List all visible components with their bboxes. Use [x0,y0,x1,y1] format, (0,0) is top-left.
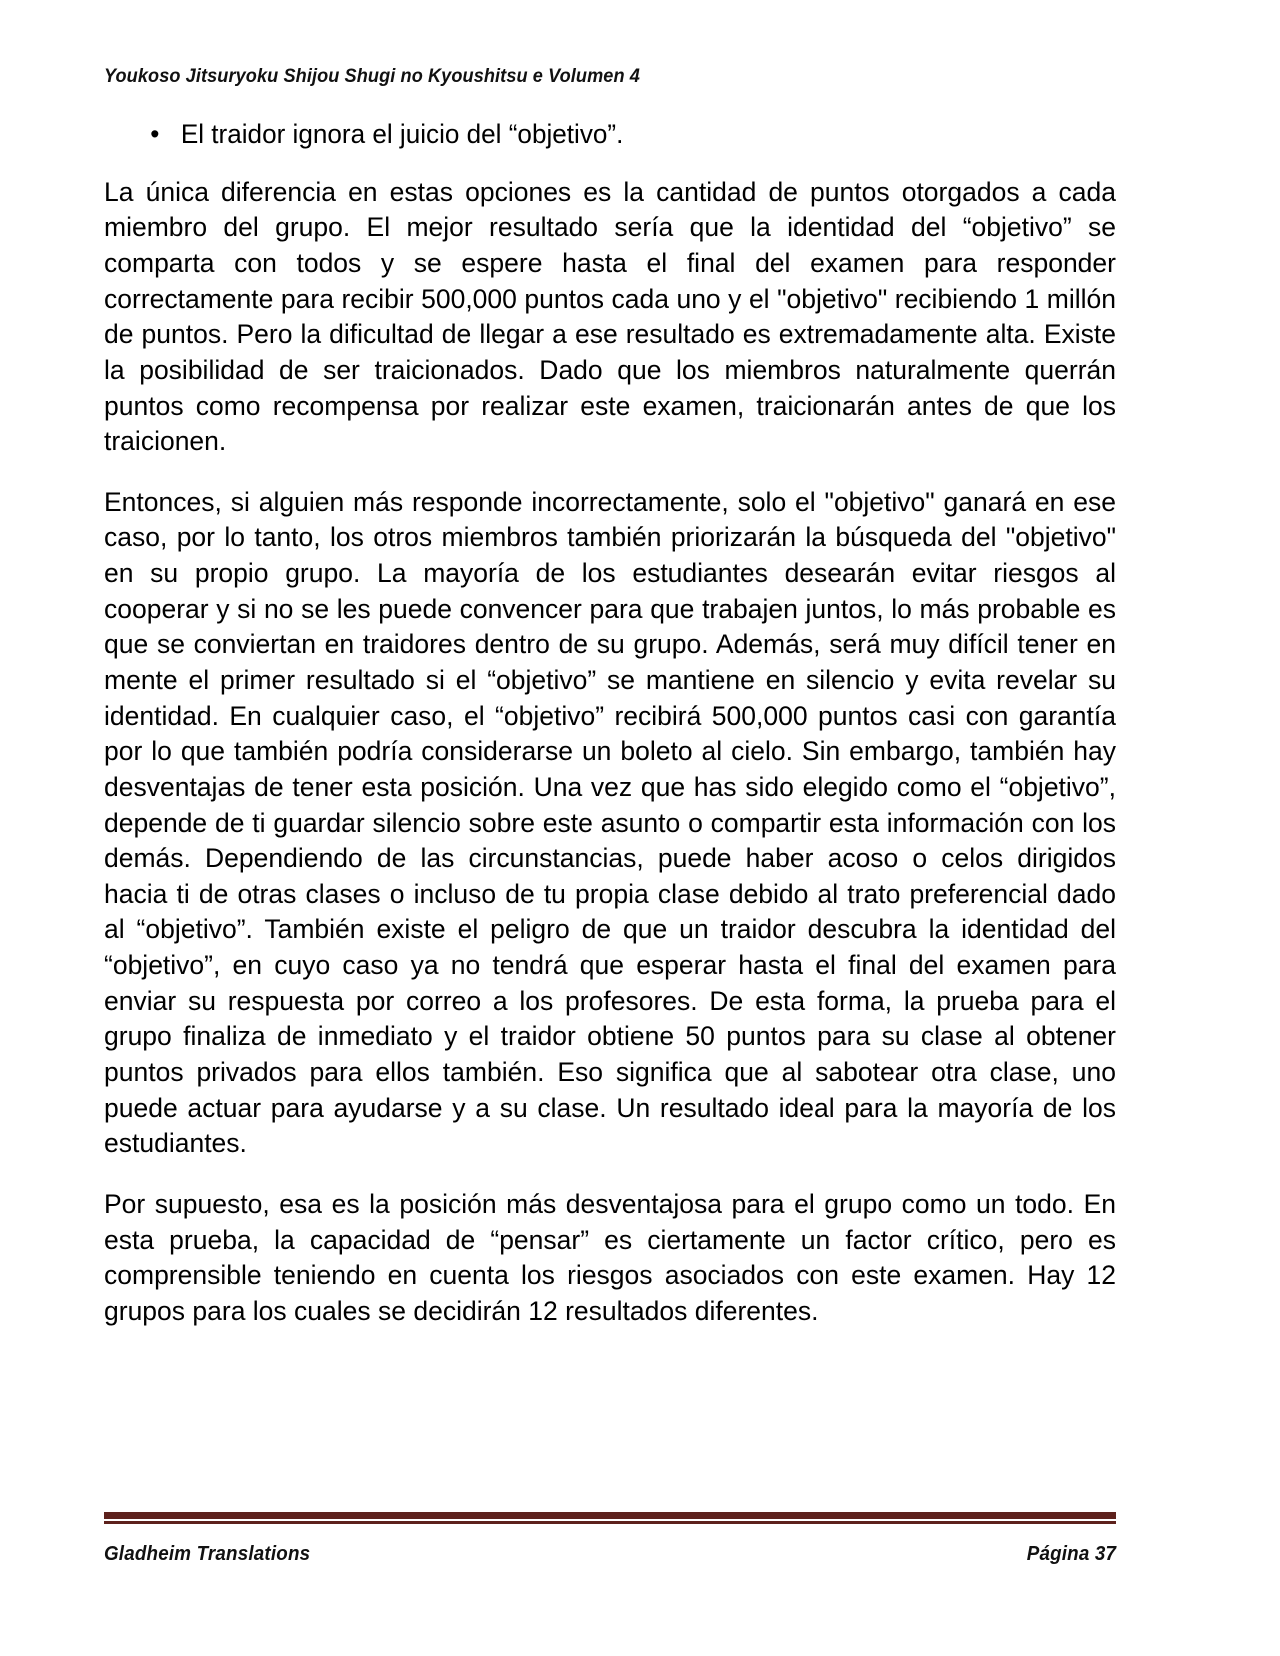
footer-page-number: Página 37 [1026,1543,1116,1565]
running-header-title: Youkoso Jitsuryoku Shijou Shugi no Kyoushitsu e Volumen 4 [104,65,640,87]
paragraph-2: Entonces, si alguien más responde incorrectamente, solo el "objetivo" ganará en ese caso, por lo tanto, los otros miembros también priorizarán la búsqueda del "objetivo" en su propio grupo. La mayoría de los estudiantes desearán evitar riesgos al cooperar y si no se les puede convencer para que trabajen juntos, lo más probable es que se conviertan en traidores dentro de su grupo. Además, será muy difícil tener en mente el primer resultado si el “objetivo” se mantiene en silencio y evita revelar su identidad. En cualquier caso, el “objetivo” recibirá 500,000 puntos casi con garantía por lo que también podría considerarse un boleto al cielo. Sin embargo, también hay desventajas de tener esta posición. Una vez que has sido elegido como el “objetivo”, depende de ti guardar silencio sobre este asunto o compartir esta información con los demás. Dependiendo de las circunstancias, puede haber acoso o celos dirigidos hacia ti de otras clases o incluso de tu propia clase debido al trato preferencial dado al “objetivo”. También existe el peligro de que un traidor descubra la identidad del “objetivo”, en cuyo caso ya no tendrá que esperar hasta el final del examen para enviar su respuesta por correo a los profesores. De esta forma, la prueba para el grupo finaliza de inmediato y el traidor obtiene 50 puntos para su clase al obtener puntos privados para ellos también. Eso significa que al sabotear otra clase, uno puede actuar para ayudarse y a su clase. Un resultado ideal para la mayoría de los estudiantes. [104,486,1116,1159]
paragraph-3: Por supuesto, esa es la posición más desventajosa para el grupo como un todo. En esta prueba, la capacidad de “pensar” es ciertamente un factor crítico, pero es comprensible teniendo en cuenta los riesgos asociados con este examen. Hay 12 grupos para los cuales se decidirán 12 resultados diferentes. [104,1188,1116,1326]
bullet-list [104,117,1116,152]
page-content [104,0,1116,1330]
paragraph-1: La única diferencia en estas opciones es la cantidad de puntos otorgados a cada miembro del grupo. El mejor resultado sería que la identidad del “objetivo” se comparta con todos y se espere hasta el final del examen para responder correctamente para recibir 500,000 puntos cada uno y el "objetivo" recibiendo 1 millón de puntos. Pero la dificultad de llegar a ese resultado es extremadamente alta. Existe la posibilidad de ser traicionados. Dado que los miembros naturalmente querrán puntos como recompensa por realizar este examen, traicionarán antes de que los traicionen. [104,176,1116,457]
footer-rule-thin [104,1521,1116,1524]
list-item [104,117,1101,152]
footer-row [104,1543,1116,1566]
footer-rule-thick [104,1512,1116,1519]
document-body [104,117,1116,1329]
list-item-label: El traidor ignora el juicio del “objetivo”. [180,119,624,150]
spacer [104,153,1116,175]
running-footer [104,1512,1116,1566]
bullet-point-icon: • [150,119,160,150]
footer-translator-credit: Gladheim Translations [104,1543,311,1565]
